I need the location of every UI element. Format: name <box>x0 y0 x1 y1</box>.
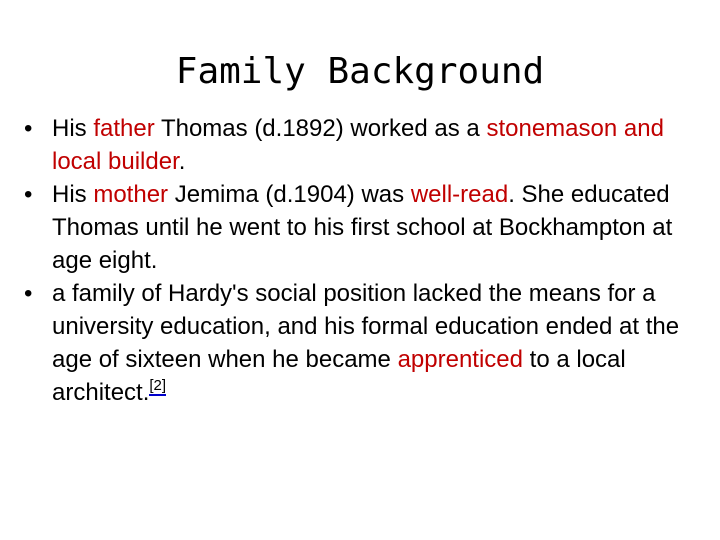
text-segment: . She educated Thomas until he went to his first school at Bockhampton at age eight. <box>52 181 673 274</box>
bullet-text <box>52 115 664 175</box>
reference-link[interactable]: [2] <box>149 377 167 394</box>
slide-title: Family Background <box>175 51 545 92</box>
highlight-text: well-read <box>410 181 509 208</box>
highlight-text: apprenticed <box>397 346 523 373</box>
highlight-text: father <box>93 115 155 142</box>
bullet-item-education <box>24 277 704 409</box>
bullet-text <box>52 280 679 406</box>
text-segment: Jemima (d.1904) was <box>168 181 411 208</box>
text-segment: Thomas (d.1892) worked as a <box>154 115 487 142</box>
bullet-icon: • <box>24 115 33 142</box>
bullet-list <box>24 112 704 409</box>
bullet-icon: • <box>24 280 33 307</box>
text-segment: a family of Hardy's social position lacked the means for a university education, and his formal education ended at the age of sixteen when he became <box>52 280 680 373</box>
bullet-item-mother <box>24 178 704 277</box>
highlight-text: stonemason and local builder <box>52 115 664 175</box>
text-segment: to a local architect. <box>52 346 626 406</box>
highlight-text: mother <box>93 181 169 208</box>
bullet-icon: • <box>24 181 33 208</box>
bullet-text <box>52 181 672 274</box>
reference-superscript <box>149 377 166 396</box>
text-segment: His <box>52 115 94 142</box>
text-segment: His <box>52 181 94 208</box>
text-segment: . <box>178 148 186 175</box>
bullet-item-father <box>24 112 704 178</box>
